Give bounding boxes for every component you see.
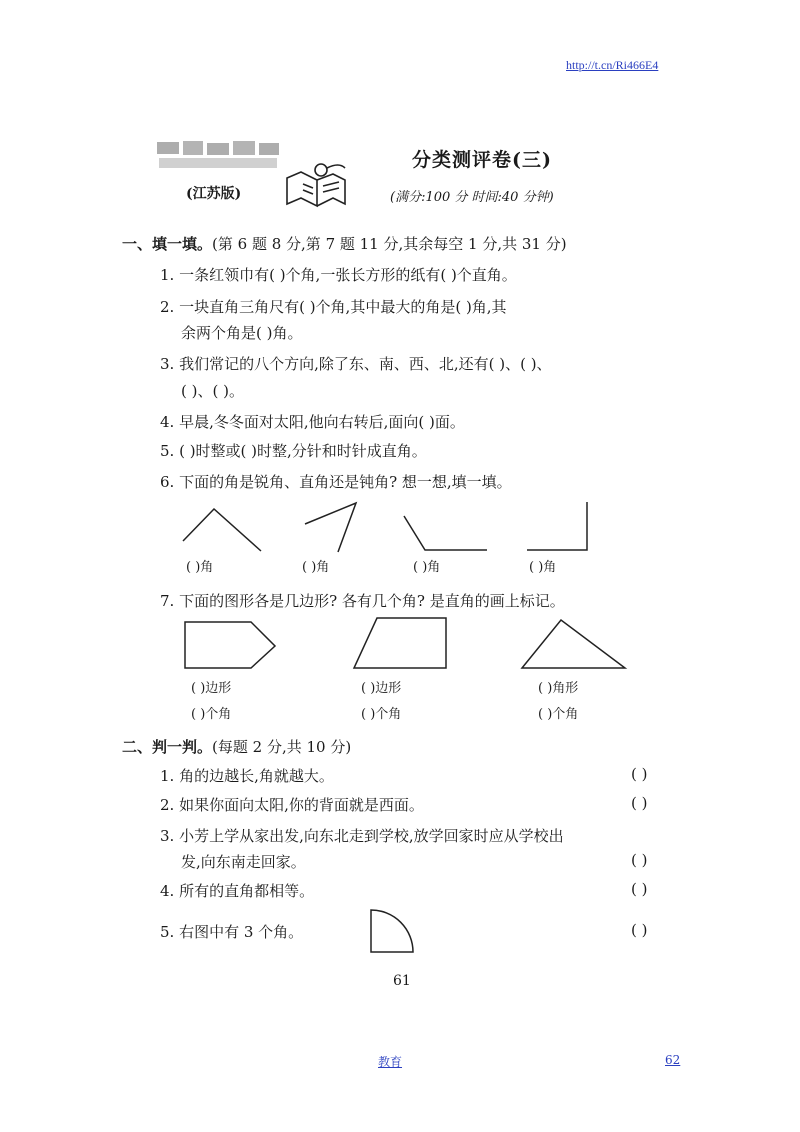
score-time-info: (满分:100 分 时间:40 分钟) [390,190,554,205]
section2-heading-row [122,736,351,757]
angle-count-pentagon: ( )个角 [191,707,232,722]
angle-label-4: ( )角 [529,560,557,575]
page-title: 分类测评卷(三) [412,149,552,171]
obtuse-angle-figure-2 [404,516,487,550]
angle-count-trapezoid: ( )个角 [361,707,402,722]
source-link[interactable]: http://t.cn/Ri466E4 [566,58,659,72]
s1-question-5: 5. ( )时整或( )时整,分针和时针成直角。 [160,442,427,460]
s2-answer-4: ( ) [631,880,648,898]
section1-heading: 一、填一填。 [122,235,213,253]
s1-question-2-line2: 余两个角是( )角。 [181,324,303,342]
obtuse-angle-figure [183,509,261,551]
edition-label: (江苏版) [186,186,242,202]
s2-question-1: 1. 角的边越长,角就越大。 [160,767,334,785]
triangle-figure [522,620,625,668]
section2-heading: 二、判一判。 [122,738,213,756]
s2-question-2: 2. 如果你面向太阳,你的背面就是西面。 [160,796,424,814]
angle-label-1: ( )角 [186,560,214,575]
s2-question-3-line1: 3. 小芳上学从家出发,向东北走到学校,放学回家时应从学校出 [160,827,564,845]
s1-question-6: 6. 下面的角是锐角、直角还是钝角? 想一想,填一填。 [160,473,512,491]
angle-label-2: ( )角 [302,560,330,575]
shape-label-triangle: ( )角形 [538,681,579,696]
s1-question-2-line1: 2. 一块直角三角尺有( )个角,其中最大的角是( )角,其 [160,298,507,316]
s2-question-3-line2: 发,向东南走回家。 [181,853,306,871]
section1-points: (第 6 题 8 分,第 7 题 11 分,其余每空 1 分,共 31 分) [212,235,567,253]
quarter-circle-figure [371,910,413,952]
s2-answer-5: ( ) [631,921,648,939]
trapezoid-figure [354,618,446,668]
s2-answer-1: ( ) [631,765,648,783]
s1-question-3-line1: 3. 我们常记的八个方向,除了东、南、西、北,还有( )、( )、 [160,355,552,373]
pentagon-figure [185,622,275,668]
s1-question-7: 7. 下面的图形各是几边形? 各有几个角? 是直角的画上标记。 [160,592,565,610]
s2-question-4: 4. 所有的直角都相等。 [160,882,315,900]
page-number: 61 [393,973,411,989]
edu-link[interactable]: 教育 [378,1055,403,1069]
acute-angle-figure [305,503,356,552]
s2-answer-3: ( ) [631,851,648,869]
page-link[interactable]: 62 [665,1053,681,1067]
angle-label-3: ( )角 [413,560,441,575]
right-angle-figure [527,502,587,550]
angle-count-triangle: ( )个角 [538,707,579,722]
shape-label-trapezoid: ( )边形 [361,681,402,696]
section2-points: (每题 2 分,共 10 分) [212,738,352,756]
shape-label-pentagon: ( )边形 [191,681,232,696]
s2-question-5: 5. 右图中有 3 个角。 [160,923,304,941]
s1-question-3-line2: ( )、( )。 [181,382,244,400]
s2-answer-2: ( ) [631,794,648,812]
s1-question-4: 4. 早晨,冬冬面对太阳,他向右转后,面向( )面。 [160,413,465,431]
s1-question-1: 1. 一条红领巾有( )个角,一张长方形的纸有( )个直角。 [160,266,517,284]
